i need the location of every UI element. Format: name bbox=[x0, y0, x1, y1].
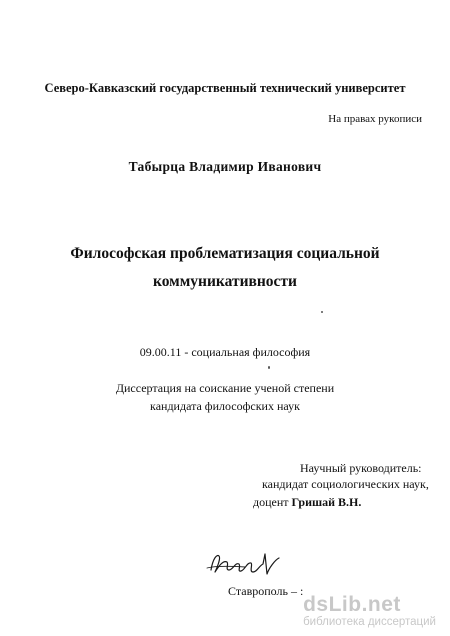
handwritten-signature bbox=[205, 548, 283, 578]
city-year: Ставрополь – : bbox=[228, 584, 304, 598]
watermark-logo: dsLib.net bbox=[303, 593, 401, 616]
rights-note: На правах рукописи bbox=[328, 113, 422, 125]
dissertation-title-line-2: коммуникативности bbox=[153, 273, 297, 290]
scan-speck bbox=[268, 366, 270, 369]
advisor-name: Гришай В.Н. bbox=[291, 495, 362, 509]
advisor-rank: доцент bbox=[253, 495, 289, 509]
scan-speck bbox=[321, 311, 323, 313]
dissertation-degree-line-2: кандидата философских наук bbox=[150, 399, 300, 413]
advisor-heading: Научный руководитель: bbox=[300, 461, 422, 475]
site-watermark bbox=[303, 594, 436, 629]
specialty-code: 09.00.11 - социальная философия bbox=[139, 345, 311, 359]
dissertation-degree-line-1: Диссертация на соискание ученой степени bbox=[115, 381, 335, 395]
university-name: Северо-Кавказский государственный технический университет bbox=[44, 81, 406, 95]
advisor-degree: кандидат социологических наук, bbox=[262, 477, 429, 491]
author-name: Табырца Владимир Иванович bbox=[128, 159, 322, 174]
dissertation-title-line-1: Философская проблематизация социальной bbox=[70, 245, 380, 262]
watermark-subtitle: библиотека диссертаций bbox=[303, 616, 436, 628]
advisor-line bbox=[253, 496, 361, 508]
